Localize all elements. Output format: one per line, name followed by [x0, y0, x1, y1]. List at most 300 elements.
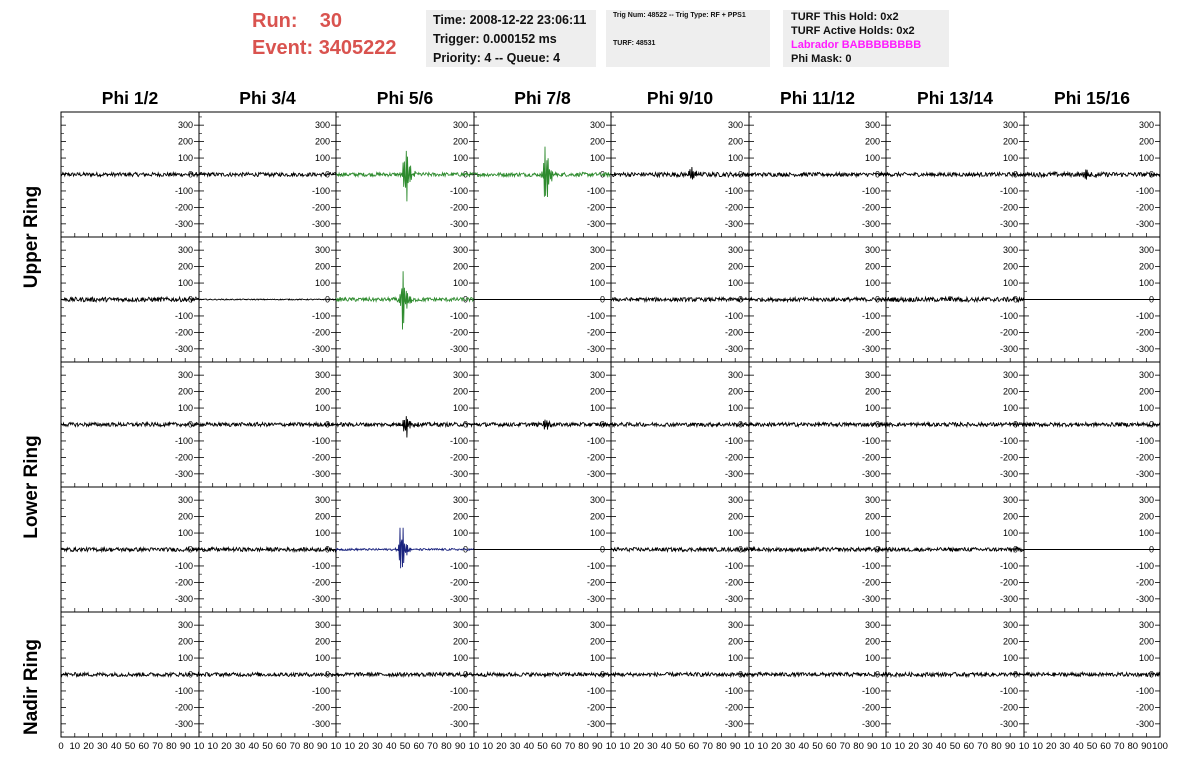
- waveform-panel: [474, 487, 611, 612]
- waveform-panel: [336, 112, 474, 237]
- x-tick-label: 80: [853, 741, 864, 752]
- turf-active-holds: TURF Active Holds: 0x2: [791, 25, 915, 37]
- y-tick-label: 200: [1138, 511, 1154, 522]
- y-tick-label: 200: [589, 636, 605, 647]
- y-tick-label: 0: [187, 294, 193, 305]
- y-tick-label: -100: [311, 560, 330, 571]
- y-tick-label: 100: [727, 278, 743, 289]
- waveform-panel: [199, 612, 336, 737]
- y-tick-label: 0: [462, 669, 468, 680]
- waveform-panel: [61, 237, 199, 362]
- y-tick-label: -200: [586, 202, 605, 213]
- waveform-trace: [61, 548, 199, 552]
- y-tick-label: 100: [452, 153, 468, 164]
- waveform-trace: [611, 673, 749, 677]
- waveform-panel: [61, 612, 199, 737]
- waveform-panel: [336, 612, 474, 737]
- waveform-trace: [61, 173, 199, 177]
- x-tick-label: 60: [138, 741, 150, 752]
- x-tick-label: 70: [839, 741, 851, 752]
- y-tick-label: -200: [311, 202, 330, 213]
- y-tick-label: -100: [449, 310, 468, 321]
- y-tick-label: 300: [314, 370, 330, 381]
- y-tick-label: 300: [864, 245, 880, 256]
- y-tick-label: -200: [724, 577, 743, 588]
- waveform-trace: [749, 298, 886, 302]
- y-tick-label: -300: [174, 218, 193, 229]
- y-tick-label: 100: [177, 278, 193, 289]
- waveform-trace: [1024, 170, 1160, 180]
- waveform-trace: [199, 299, 336, 300]
- y-tick-label: 0: [874, 544, 880, 555]
- ring-label: Lower Ring: [21, 435, 42, 539]
- y-tick-label: 200: [727, 136, 743, 147]
- x-tick-label: 10: [757, 741, 768, 752]
- y-tick-label: -300: [1135, 593, 1154, 604]
- y-tick-label: 200: [727, 636, 743, 647]
- x-tick-label: 10: [1018, 741, 1030, 752]
- waveform-trace: [61, 673, 199, 677]
- waveform-trace: [1024, 423, 1160, 427]
- waveform-panel: [61, 487, 199, 612]
- x-tick-label: 80: [716, 741, 727, 752]
- x-tick-label: 90: [867, 741, 878, 752]
- trig-num-text: Trig Num: 48522 -- Trig Type: RF + PPS1: [613, 12, 746, 19]
- x-tick-label: 60: [963, 741, 975, 752]
- x-tick-label: 20: [1045, 741, 1057, 752]
- waveform-trace: [886, 296, 1024, 302]
- y-tick-label: 100: [314, 653, 330, 664]
- x-tick-label: 70: [152, 741, 163, 752]
- phi-header: Phi 11/12: [780, 88, 855, 108]
- y-tick-label: 100: [452, 653, 468, 664]
- y-tick-label: -200: [449, 702, 468, 713]
- y-tick-label: 200: [1002, 386, 1018, 397]
- y-tick-label: 0: [874, 419, 880, 430]
- y-tick-label: -300: [449, 718, 468, 729]
- y-tick-label: -100: [724, 685, 743, 696]
- y-tick-label: 200: [864, 386, 880, 397]
- y-tick-label: 300: [727, 245, 743, 256]
- y-tick-label: 0: [737, 669, 743, 680]
- trigger-text: Trigger: 0.000152 ms: [433, 32, 557, 46]
- y-tick-label: -200: [174, 702, 193, 713]
- ring-label: Nadir Ring: [21, 638, 42, 736]
- time-text: Time: 2008-12-22 23:06:11: [433, 13, 587, 27]
- x-tick-label: 70: [702, 741, 713, 752]
- y-tick-label: 200: [177, 636, 193, 647]
- y-tick-label: -100: [861, 185, 880, 196]
- y-tick-label: 200: [452, 636, 468, 647]
- y-tick-label: 200: [452, 386, 468, 397]
- y-tick-label: 100: [589, 278, 605, 289]
- x-tick-label: 40: [660, 741, 672, 752]
- y-tick-label: 100: [314, 403, 330, 414]
- x-tick-label: 50: [399, 741, 411, 752]
- y-tick-label: 200: [314, 136, 330, 147]
- ring-label: Upper Ring: [21, 185, 42, 289]
- y-tick-label: 300: [1138, 120, 1154, 131]
- y-tick-label: 300: [1002, 620, 1018, 631]
- x-tick-label: 90: [729, 741, 741, 752]
- y-tick-label: 200: [177, 261, 193, 272]
- y-tick-label: 300: [314, 495, 330, 506]
- waveform-trace: [749, 548, 886, 552]
- y-tick-label: 100: [727, 653, 743, 664]
- y-tick-label: 200: [452, 261, 468, 272]
- y-tick-label: 200: [589, 261, 605, 272]
- waveform-trace: [199, 423, 336, 427]
- waveform-panel: [749, 612, 886, 737]
- y-tick-label: 200: [314, 386, 330, 397]
- waveform-panel: [749, 487, 886, 612]
- y-tick-label: 0: [599, 419, 605, 430]
- y-tick-label: -300: [174, 468, 193, 479]
- y-tick-label: 100: [452, 403, 468, 414]
- y-tick-label: -300: [861, 593, 880, 604]
- x-tick-label: 90: [592, 741, 603, 752]
- y-tick-label: 300: [314, 245, 330, 256]
- y-tick-label: 100: [177, 153, 193, 164]
- x-tick-label: 30: [97, 741, 108, 752]
- y-tick-label: 200: [589, 136, 605, 147]
- y-tick-label: 200: [314, 511, 330, 522]
- y-tick-label: 300: [727, 120, 743, 131]
- phi-header: Phi 3/4: [239, 88, 296, 108]
- y-tick-label: 0: [187, 169, 193, 180]
- y-tick-label: 0: [462, 294, 468, 305]
- y-tick-label: -200: [311, 702, 330, 713]
- y-tick-label: 0: [737, 419, 743, 430]
- y-tick-label: -300: [724, 218, 743, 229]
- y-tick-label: 300: [727, 370, 743, 381]
- y-tick-label: 300: [589, 495, 605, 506]
- y-tick-label: 300: [314, 620, 330, 631]
- y-tick-label: -300: [174, 593, 193, 604]
- y-tick-label: 0: [599, 294, 605, 305]
- y-tick-label: -100: [724, 435, 743, 446]
- y-tick-label: -300: [999, 468, 1018, 479]
- x-tick-label: 10: [605, 741, 617, 752]
- x-tick-label: 80: [166, 741, 177, 752]
- y-tick-label: 0: [324, 419, 330, 430]
- x-tick-label: 90: [1141, 741, 1152, 752]
- event-value: 3405222: [318, 37, 397, 59]
- y-tick-label: 200: [727, 386, 743, 397]
- y-tick-label: -100: [1135, 310, 1154, 321]
- y-tick-label: -300: [311, 218, 330, 229]
- waveform-panel: [474, 362, 611, 487]
- y-tick-label: -100: [449, 560, 468, 571]
- y-tick-label: -200: [311, 452, 330, 463]
- y-tick-label: 100: [589, 653, 605, 664]
- y-tick-label: -300: [586, 718, 605, 729]
- labrador-text: Labrador BABBBBBBBB: [791, 39, 922, 51]
- waveform-trace: [749, 423, 886, 427]
- y-tick-label: -100: [999, 310, 1018, 321]
- x-tick-label: 20: [221, 741, 232, 752]
- x-tick-label: 20: [83, 741, 94, 752]
- y-tick-label: -200: [1135, 202, 1154, 213]
- waveform-panel: [886, 487, 1024, 612]
- x-tick-label: 50: [1086, 741, 1098, 752]
- y-tick-label: 300: [177, 495, 193, 506]
- y-tick-label: 200: [1138, 386, 1154, 397]
- y-tick-label: -100: [586, 560, 605, 571]
- y-tick-label: -200: [1135, 452, 1154, 463]
- x-tick-label: 100: [1152, 741, 1168, 752]
- y-tick-label: 0: [187, 419, 193, 430]
- x-tick-label: 60: [413, 741, 425, 752]
- waveform-panel: [1024, 487, 1160, 612]
- y-tick-label: 0: [874, 294, 880, 305]
- x-tick-label: 10: [1032, 741, 1043, 752]
- y-tick-label: 0: [737, 544, 743, 555]
- x-tick-label: 70: [977, 741, 988, 752]
- waveform-panel: [611, 112, 749, 237]
- x-tick-label: 30: [1059, 741, 1071, 752]
- x-tick-label: 50: [262, 741, 273, 752]
- y-tick-label: 200: [177, 136, 193, 147]
- y-tick-label: -100: [311, 310, 330, 321]
- y-tick-label: 0: [1012, 169, 1018, 180]
- y-tick-label: 100: [589, 528, 605, 539]
- y-tick-label: 200: [1138, 261, 1154, 272]
- y-tick-label: -100: [174, 310, 193, 321]
- y-tick-label: -300: [449, 218, 468, 229]
- y-tick-label: -200: [999, 327, 1018, 338]
- waveform-trace: [611, 167, 749, 180]
- x-tick-label: 30: [784, 741, 796, 752]
- y-tick-label: 200: [314, 636, 330, 647]
- y-tick-label: -300: [311, 343, 330, 354]
- waveform-panel: [886, 612, 1024, 737]
- waveform-trace: [336, 673, 474, 677]
- y-tick-label: 100: [1138, 153, 1154, 164]
- y-tick-label: -100: [724, 185, 743, 196]
- y-tick-label: -100: [861, 310, 880, 321]
- y-tick-label: -100: [861, 560, 880, 571]
- x-tick-label: 10: [193, 741, 205, 752]
- x-tick-label: 10: [207, 741, 218, 752]
- phi-mask-text: Phi Mask: 0: [791, 53, 852, 65]
- y-tick-label: -300: [586, 218, 605, 229]
- x-tick-label: 70: [289, 741, 301, 752]
- y-tick-label: 300: [452, 620, 468, 631]
- y-tick-label: -200: [449, 327, 468, 338]
- y-tick-label: -300: [861, 468, 880, 479]
- y-tick-label: -300: [861, 718, 880, 729]
- y-tick-label: 100: [1002, 153, 1018, 164]
- y-tick-label: 0: [324, 544, 330, 555]
- y-tick-label: -300: [174, 718, 193, 729]
- x-tick-label: 50: [674, 741, 686, 752]
- y-tick-label: -300: [999, 218, 1018, 229]
- y-tick-label: -300: [174, 343, 193, 354]
- y-tick-label: 200: [452, 136, 468, 147]
- y-tick-label: 300: [177, 370, 193, 381]
- y-tick-label: -100: [449, 685, 468, 696]
- y-tick-label: -100: [449, 435, 468, 446]
- y-tick-label: 100: [1002, 278, 1018, 289]
- y-tick-label: -200: [861, 202, 880, 213]
- y-tick-label: 100: [864, 528, 880, 539]
- x-tick-label: 20: [908, 741, 919, 752]
- y-tick-label: 100: [452, 528, 468, 539]
- x-tick-label: 10: [468, 741, 480, 752]
- y-tick-label: -100: [174, 435, 193, 446]
- y-tick-label: 300: [314, 120, 330, 131]
- x-tick-label: 30: [509, 741, 521, 752]
- y-tick-label: 200: [314, 261, 330, 272]
- y-tick-label: 0: [1148, 669, 1154, 680]
- waveform-trace: [474, 673, 611, 677]
- y-tick-label: -200: [724, 202, 743, 213]
- y-tick-label: 0: [324, 169, 330, 180]
- y-tick-label: 0: [599, 669, 605, 680]
- x-tick-label: 10: [880, 741, 892, 752]
- y-tick-label: 300: [452, 245, 468, 256]
- waveform-panel: [1024, 362, 1160, 487]
- y-tick-label: -100: [999, 435, 1018, 446]
- waveform-trace: [199, 173, 336, 177]
- x-tick-label: 0: [58, 741, 64, 752]
- y-tick-label: -300: [449, 468, 468, 479]
- y-tick-label: 300: [1002, 245, 1018, 256]
- y-tick-label: 0: [874, 169, 880, 180]
- y-tick-label: -300: [999, 593, 1018, 604]
- y-tick-label: -200: [449, 452, 468, 463]
- y-tick-label: -300: [1135, 468, 1154, 479]
- y-tick-label: 200: [452, 511, 468, 522]
- y-tick-label: 200: [864, 636, 880, 647]
- y-tick-label: -200: [999, 452, 1018, 463]
- y-tick-label: -100: [861, 685, 880, 696]
- waveform-trace: [336, 416, 474, 437]
- y-tick-label: 0: [1012, 294, 1018, 305]
- x-tick-label: 40: [798, 741, 810, 752]
- phi-header: Phi 15/16: [1054, 88, 1130, 108]
- y-tick-label: 100: [314, 153, 330, 164]
- y-tick-label: -300: [999, 718, 1018, 729]
- y-tick-label: 0: [737, 294, 743, 305]
- y-tick-label: 100: [864, 653, 880, 664]
- x-tick-label: 30: [372, 741, 383, 752]
- x-tick-label: 40: [523, 741, 535, 752]
- y-tick-label: -100: [174, 185, 193, 196]
- waveform-panel: [61, 112, 199, 237]
- y-tick-label: 0: [1148, 419, 1154, 430]
- y-tick-label: -100: [1135, 560, 1154, 571]
- y-tick-label: 0: [1148, 294, 1154, 305]
- y-tick-label: -300: [724, 343, 743, 354]
- y-tick-label: -200: [174, 327, 193, 338]
- x-tick-label: 40: [110, 741, 122, 752]
- y-tick-label: 100: [1138, 403, 1154, 414]
- y-tick-label: 200: [1138, 636, 1154, 647]
- waveform-panel: [199, 362, 336, 487]
- x-tick-label: 20: [771, 741, 782, 752]
- y-tick-label: -300: [1135, 218, 1154, 229]
- phi-header: Phi 9/10: [646, 88, 714, 108]
- y-tick-label: 0: [1148, 169, 1154, 180]
- waveform-panel: [749, 362, 886, 487]
- y-tick-label: -200: [999, 202, 1018, 213]
- x-tick-label: 90: [317, 741, 328, 752]
- waveform-panel: [749, 237, 886, 362]
- y-tick-label: -100: [449, 185, 468, 196]
- y-tick-label: 300: [1002, 370, 1018, 381]
- waveform-panel: [611, 237, 749, 362]
- x-tick-label: 30: [234, 741, 246, 752]
- y-tick-label: -100: [1135, 435, 1154, 446]
- y-tick-label: 100: [864, 153, 880, 164]
- y-tick-label: 300: [589, 620, 605, 631]
- y-tick-label: 100: [452, 278, 468, 289]
- x-tick-label: 90: [179, 741, 191, 752]
- y-tick-label: 0: [599, 544, 605, 555]
- x-tick-label: 80: [441, 741, 452, 752]
- y-tick-label: 100: [727, 153, 743, 164]
- waveform-panel: [611, 612, 749, 737]
- y-tick-label: -100: [999, 685, 1018, 696]
- x-tick-label: 70: [427, 741, 438, 752]
- y-tick-label: -200: [174, 452, 193, 463]
- run-label: Run:: [252, 10, 298, 32]
- waveform-trace: [886, 548, 1024, 552]
- y-tick-label: 0: [324, 669, 330, 680]
- y-tick-label: 300: [864, 495, 880, 506]
- x-tick-label: 70: [564, 741, 576, 752]
- y-tick-label: 100: [589, 403, 605, 414]
- y-tick-label: -200: [311, 577, 330, 588]
- y-tick-label: -300: [586, 593, 605, 604]
- y-tick-label: -100: [861, 435, 880, 446]
- x-tick-label: 10: [482, 741, 493, 752]
- y-tick-label: 100: [864, 278, 880, 289]
- y-tick-label: -200: [724, 327, 743, 338]
- y-tick-label: 100: [1138, 653, 1154, 664]
- y-tick-label: -300: [1135, 718, 1154, 729]
- x-tick-label: 60: [275, 741, 287, 752]
- y-tick-label: -300: [861, 218, 880, 229]
- waveform-trace: [749, 173, 886, 177]
- y-tick-label: 100: [1002, 653, 1018, 664]
- y-tick-label: 0: [324, 294, 330, 305]
- y-tick-label: 300: [452, 120, 468, 131]
- y-tick-label: 0: [187, 544, 193, 555]
- y-tick-label: 300: [589, 370, 605, 381]
- event-label: Event:: [252, 37, 314, 59]
- run-value: 30: [319, 10, 343, 32]
- y-tick-label: -200: [861, 577, 880, 588]
- y-tick-label: 100: [864, 403, 880, 414]
- x-tick-label: 60: [1100, 741, 1111, 752]
- waveform-panel: [886, 112, 1024, 237]
- y-tick-label: 0: [462, 544, 468, 555]
- y-tick-label: -200: [174, 577, 193, 588]
- y-tick-label: 0: [1148, 544, 1154, 555]
- y-tick-label: -300: [861, 343, 880, 354]
- waveform-panel: [1024, 237, 1160, 362]
- y-tick-label: -100: [311, 185, 330, 196]
- waveform-trace: [886, 673, 1024, 677]
- y-tick-label: 100: [1002, 528, 1018, 539]
- waveform-trace: [474, 420, 611, 430]
- y-tick-label: -200: [724, 452, 743, 463]
- y-tick-label: -300: [449, 593, 468, 604]
- y-tick-label: 100: [177, 403, 193, 414]
